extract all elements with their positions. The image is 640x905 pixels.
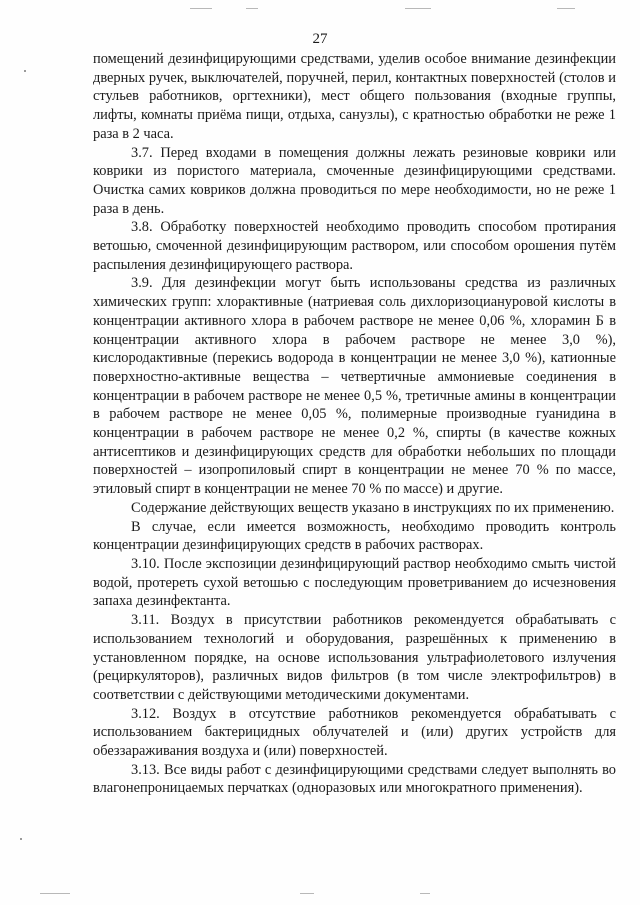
paragraph-3-9: 3.9. Для дезинфекции могут быть использованы средства из различных химических групп: хлорактивные (натриевая соль дихлоризоциануровой кислоты в концентрации активного хлора в рабочем растворе не менее 0,06 %, хлорамин Б в концентрации активного хлора в рабочем растворе не менее 3,0 %), кислородактивные (перекись водорода в концентрации не менее 3,0 %), катионные поверхностно-активные вещества – четвертичные аммониевые соединения в концентрации в рабочем растворе не менее 0,5 %, третичные амины в концентрации в рабочем растворе не менее 0,05 %, полимерные производные гуанидина в концентрации в рабочем растворе не менее 0,2 %, спирты (в качестве кожных антисептиков и дезинфицирующих средств для обработки небольших по площади поверхностей – изопропиловый спирт в концентрации не менее 70 % по массе, этиловый спирт в концентрации не менее 70 % по массе) и другие.: [93, 275, 616, 498]
scan-artifact: [40, 893, 70, 894]
scan-artifact: [557, 8, 575, 9]
scan-artifact: [420, 893, 430, 894]
scan-artifact: [300, 893, 314, 894]
paragraph-3-13: 3.13. Все виды работ с дезинфицирующими средствами следует выполнять во влагонепроницаемых перчатках (одноразовых или многократного применения).: [93, 761, 616, 797]
scan-artifact: [246, 8, 258, 9]
paragraph-3-12: 3.12. Воздух в отсутствие работников рекомендуется обрабатывать с использованием бактерицидных облучателей и (или) других устройств для обеззараживания воздуха и (или) поверхностей.: [93, 705, 616, 760]
paragraph-control-note: В случае, если имеется возможность, необходимо проводить контроль концентрации дезинфицирующих средств в рабочих растворах.: [93, 518, 616, 554]
scan-artifact: [24, 70, 26, 72]
paragraph-3-7: 3.7. Перед входами в помещения должны лежать резиновые коврики или коврики из пористого материала, смоченные дезинфицирующими средствами. Очистка самих ковриков должна проводиться по мере необходимости, но не реже 1 раза в день.: [93, 144, 616, 217]
paragraph-3-11: 3.11. Воздух в присутствии работников рекомендуется обрабатывать с использованием технологий и оборудования, разрешённых к применению в установленном порядке, на основе использования ультрафиолетового излучения (рециркуляторов), различных видов фильтров (в том числе электрофильтров) в соответствии с действующими методическими документами.: [93, 612, 616, 703]
paragraph-3-8: 3.8. Обработку поверхностей необходимо проводить способом протирания ветошью, смоченной дезинфицирующим раствором, или способом орошения путём распыления дезинфицирующего раствора.: [93, 219, 616, 273]
paragraph-content-note: Содержание действующих веществ указано в инструкциях по их применению.: [131, 499, 615, 516]
paragraph-3-10: 3.10. После экспозиции дезинфицирующий раствор необходимо смыть чистой водой, протереть сухой ветошью с последующим проветриванием до исчезновения запаха дезинфектанта.: [93, 555, 616, 610]
paragraph-continued: помещений дезинфицирующими средствами, уделив особое внимание дезинфекции дверных ручек, выключателей, поручней, перил, контактных поверхностей (столов и стульев работников, оргтехники), мест общего пользования (входные группы, лифты, комнаты приёма пищи, отдыха, санузлы), с кратностью обработки не реже 1 раза в 2 часа.: [93, 51, 616, 142]
scan-artifact: [405, 8, 431, 9]
scan-artifact: [20, 838, 22, 840]
scan-artifact: [190, 8, 212, 9]
page-number: 27: [312, 31, 328, 47]
document-body: [93, 50, 616, 798]
